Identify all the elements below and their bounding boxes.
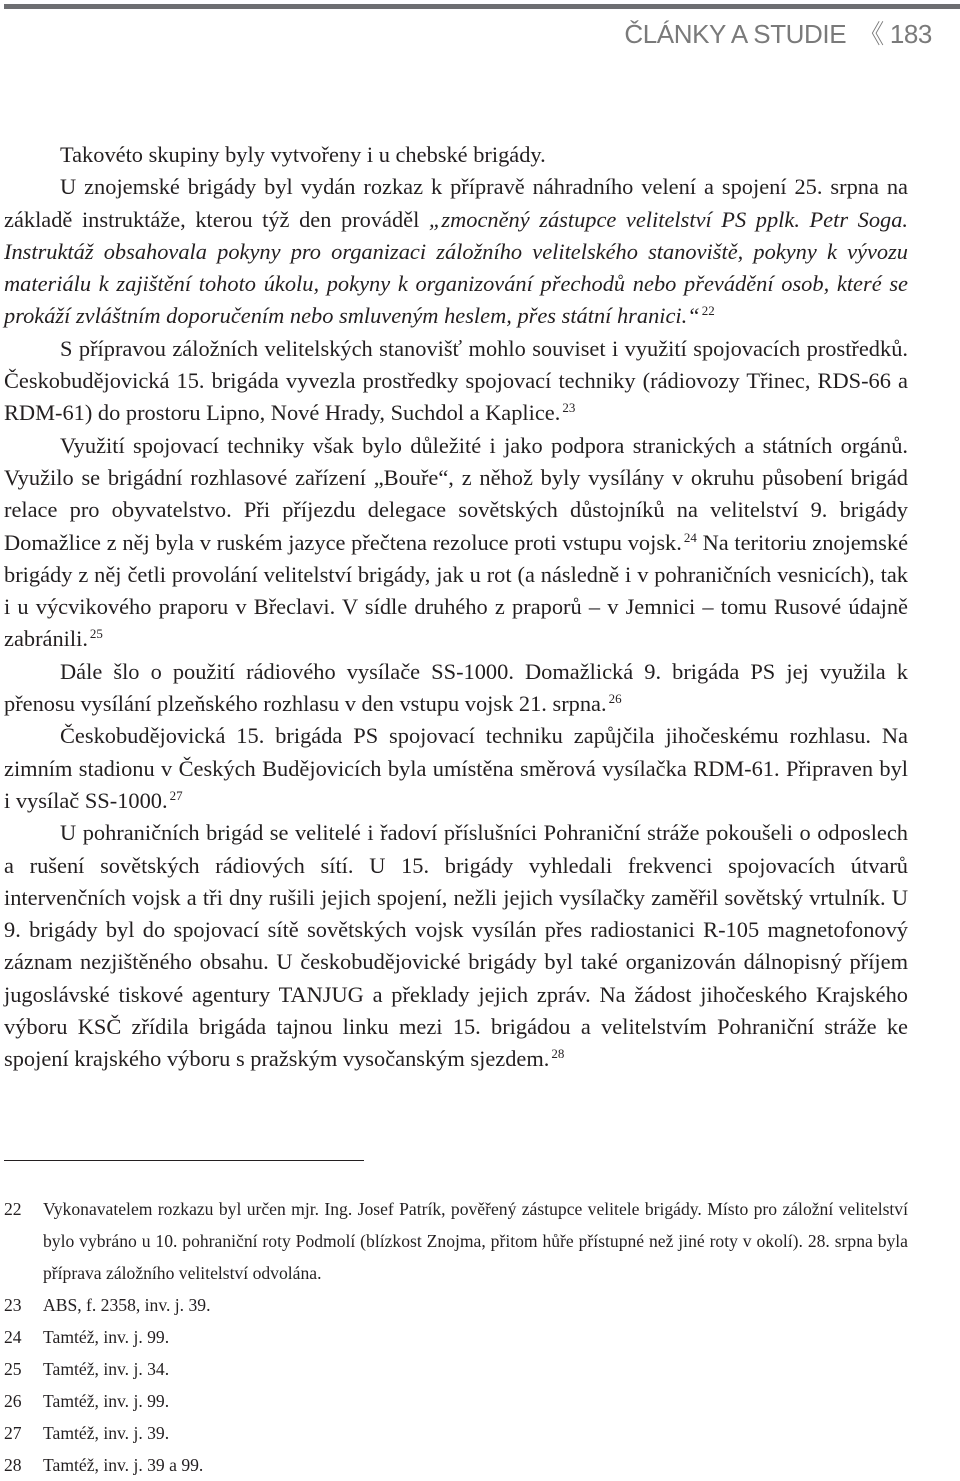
footnote-number: 27 — [4, 1423, 22, 1443]
paragraph-5: Dále šlo o použití rádiového vysílače SS-1000. Domažlická 9. brigáda PS jej využila k přenosu vysílání plzeňského rozhlasu v den vstupu vojsk 21. srpna. $^{26}$ — [4, 658, 908, 717]
footnote-text: ABS, f. 2358, inv. j. 39. — [43, 1295, 211, 1315]
paragraph-2: U znojemské brigády byl vydán rozkaz k přípravě náhradního velení a spojení 25. srpna na základě instruktáže, kterou týž den prováděl „zmocněný zástupce velitelství PS pplk. Petr Soga. Instruktáž obsahovala pokyny pro organizaci záložního velitelského stanoviště, pokyny k vývozu materiálu k zajištění tohoto úkolu, pokyny k organizování přechodů nebo převádění osob, které se prokáží zvláštním doporučením nebo smluveným heslem, přes státní hranici.“ $^{22}$ — [4, 174, 909, 329]
footnote-number: 22 — [4, 1199, 22, 1219]
footnote-text: Tamtéž, inv. j. 99. — [43, 1391, 170, 1411]
paragraph-7: U pohraničních brigád se velitelé i řadoví příslušníci Pohraniční stráže pokoušeli o odposlech a rušení sovětských rádiových sítí. U 15. brigády vyhledali frekvenci spojovacích útvarů intervenčních vojsk a tři dny rušili jejich spojení, nežli jejich vysílačky zaměřil sovětský vrtulník. U 9. brigády byl do spojovací sítě sovětských vojsk vysílán přes radiostanici R-105 magnetofonový záznam nezjištěného obsahu. U českobudějovické brigády byl také organizován dálnopisný příjem jugoslávské tiskové agentury TANJUG a překlady jejich zpráv. Na žádost jihočeského Krajského výboru KSČ zřídila brigáda tajnou linku mezi 15. brigádou a velitelstvím Pohraniční stráže ke spojení krajského výboru s pražským vysočanským sjezdem. $^{28}$ — [4, 820, 908, 1072]
paragraph-6: Českobudějovická 15. brigáda PS spojovací techniku zapůjčila jihočeskému rozhlasu. Na zimním stadionu v Českých Budějovicích byla umístěna směrová vysílačka RDM-61. Připraven byl i vysílač SS-1000. $^{27}$ — [4, 723, 908, 813]
footnotes — [4, 1193, 908, 1481]
chevron-left-icon: 《 — [858, 19, 884, 49]
footnote-ref[interactable]: 24 — [683, 529, 697, 545]
paragraph-3: S přípravou záložních velitelských stanovišť mohlo souviset i využití spojovacích prostředků. Českobudějovická 15. brigáda vyvezla prostředky spojovací techniky (rádiovozy Třinec, RDS-66 a RDM-61) do prostoru Lipno, Nové Hrady, Suchdol a Kaplice. $^{23}$ — [4, 335, 908, 426]
footnote-number: 23 — [4, 1295, 22, 1315]
footnote-28 — [4, 1449, 908, 1481]
footnote-number: 26 — [4, 1391, 22, 1411]
footnote-ref[interactable]: 26 — [608, 691, 622, 707]
footnote-23 — [4, 1289, 908, 1321]
footnote-ref[interactable]: 28 — [551, 1046, 565, 1062]
footnote-27 — [4, 1417, 908, 1449]
footnote-divider — [4, 1160, 364, 1161]
footnote-24 — [4, 1321, 908, 1353]
footnote-ref[interactable]: 27 — [169, 787, 183, 803]
footnote-ref[interactable]: 23 — [562, 400, 576, 416]
paragraph-1: Takovéto skupiny byly vytvořeny i u chebské brigády. — [60, 142, 546, 167]
quotation: „zmocněný zástupce velitelství PS pplk. Petr Soga. Instruktáž obsahovala pokyny pro organizaci záložního velitelského stanoviště, pokyny k vývozu materiálu k zajištění tohoto úkolu, pokyny k organizování přechodů nebo převádění osob, které se prokáží zvláštním doporučením nebo smluveným heslem, přes státní hranici.“ — [4, 206, 909, 329]
section-title: ČLÁNKY A STUDIE — [624, 19, 847, 49]
footnote-25 — [4, 1353, 908, 1385]
paragraph-4: Využití spojovací techniky však bylo důležité i jako podpora stranických a státních orgánů. Využilo se brigádní rozhlasové zařízení „Bouře“, z něhož byly vysílány v okruhu působení brigád relace pro obyvatelstvo. Při příjezdu delegace sovětských důstojníků na velitelství 9. brigády Domažlice z něj byla v ruském jazyce přečtena rezoluce proti vstupu vojsk. $^{24}$ Na teritoriu znojemské brigády z něj četli provolání velitelství brigády, jak u rot (a následně i v pohraničních vesnicích), tak i u výcvikového praporu v Břeclavi. V sídle druhého z praporů – v Jemnici – tomu Rusové údajně zabránili. $^{25}$ — [4, 432, 909, 652]
article-body — [4, 139, 908, 1076]
page-number: 183 — [889, 19, 932, 49]
footnote-text: Tamtéž, inv. j. 39 a 99. — [43, 1455, 204, 1475]
footnote-text: Vykonavatelem rozkazu byl určen mjr. Ing. Josef Patrík, pověřený zástupce velitele brigády. Místo pro záložní velitelství bylo vybráno u 10. pohraniční roty Podmolí (blízkost Znojma, přitom hůře přístupné než jiné roty v okolí). 28. srpna byla příprava záložního velitelství odvolána. — [43, 1199, 908, 1283]
running-header — [624, 14, 932, 51]
footnote-number: 28 — [4, 1455, 22, 1475]
footnote-text: Tamtéž, inv. j. 99. — [43, 1327, 170, 1347]
footnote-ref[interactable]: 22 — [701, 303, 715, 319]
footnote-number: 24 — [4, 1327, 22, 1347]
footnote-number: 25 — [4, 1359, 22, 1379]
header-rule — [4, 4, 960, 9]
footnote-text: Tamtéž, inv. j. 39. — [43, 1423, 170, 1443]
footnote-22 — [4, 1193, 908, 1289]
footnote-26 — [4, 1385, 908, 1417]
footnote-ref[interactable]: 25 — [89, 626, 103, 642]
footnote-text: Tamtéž, inv. j. 34. — [43, 1359, 170, 1379]
